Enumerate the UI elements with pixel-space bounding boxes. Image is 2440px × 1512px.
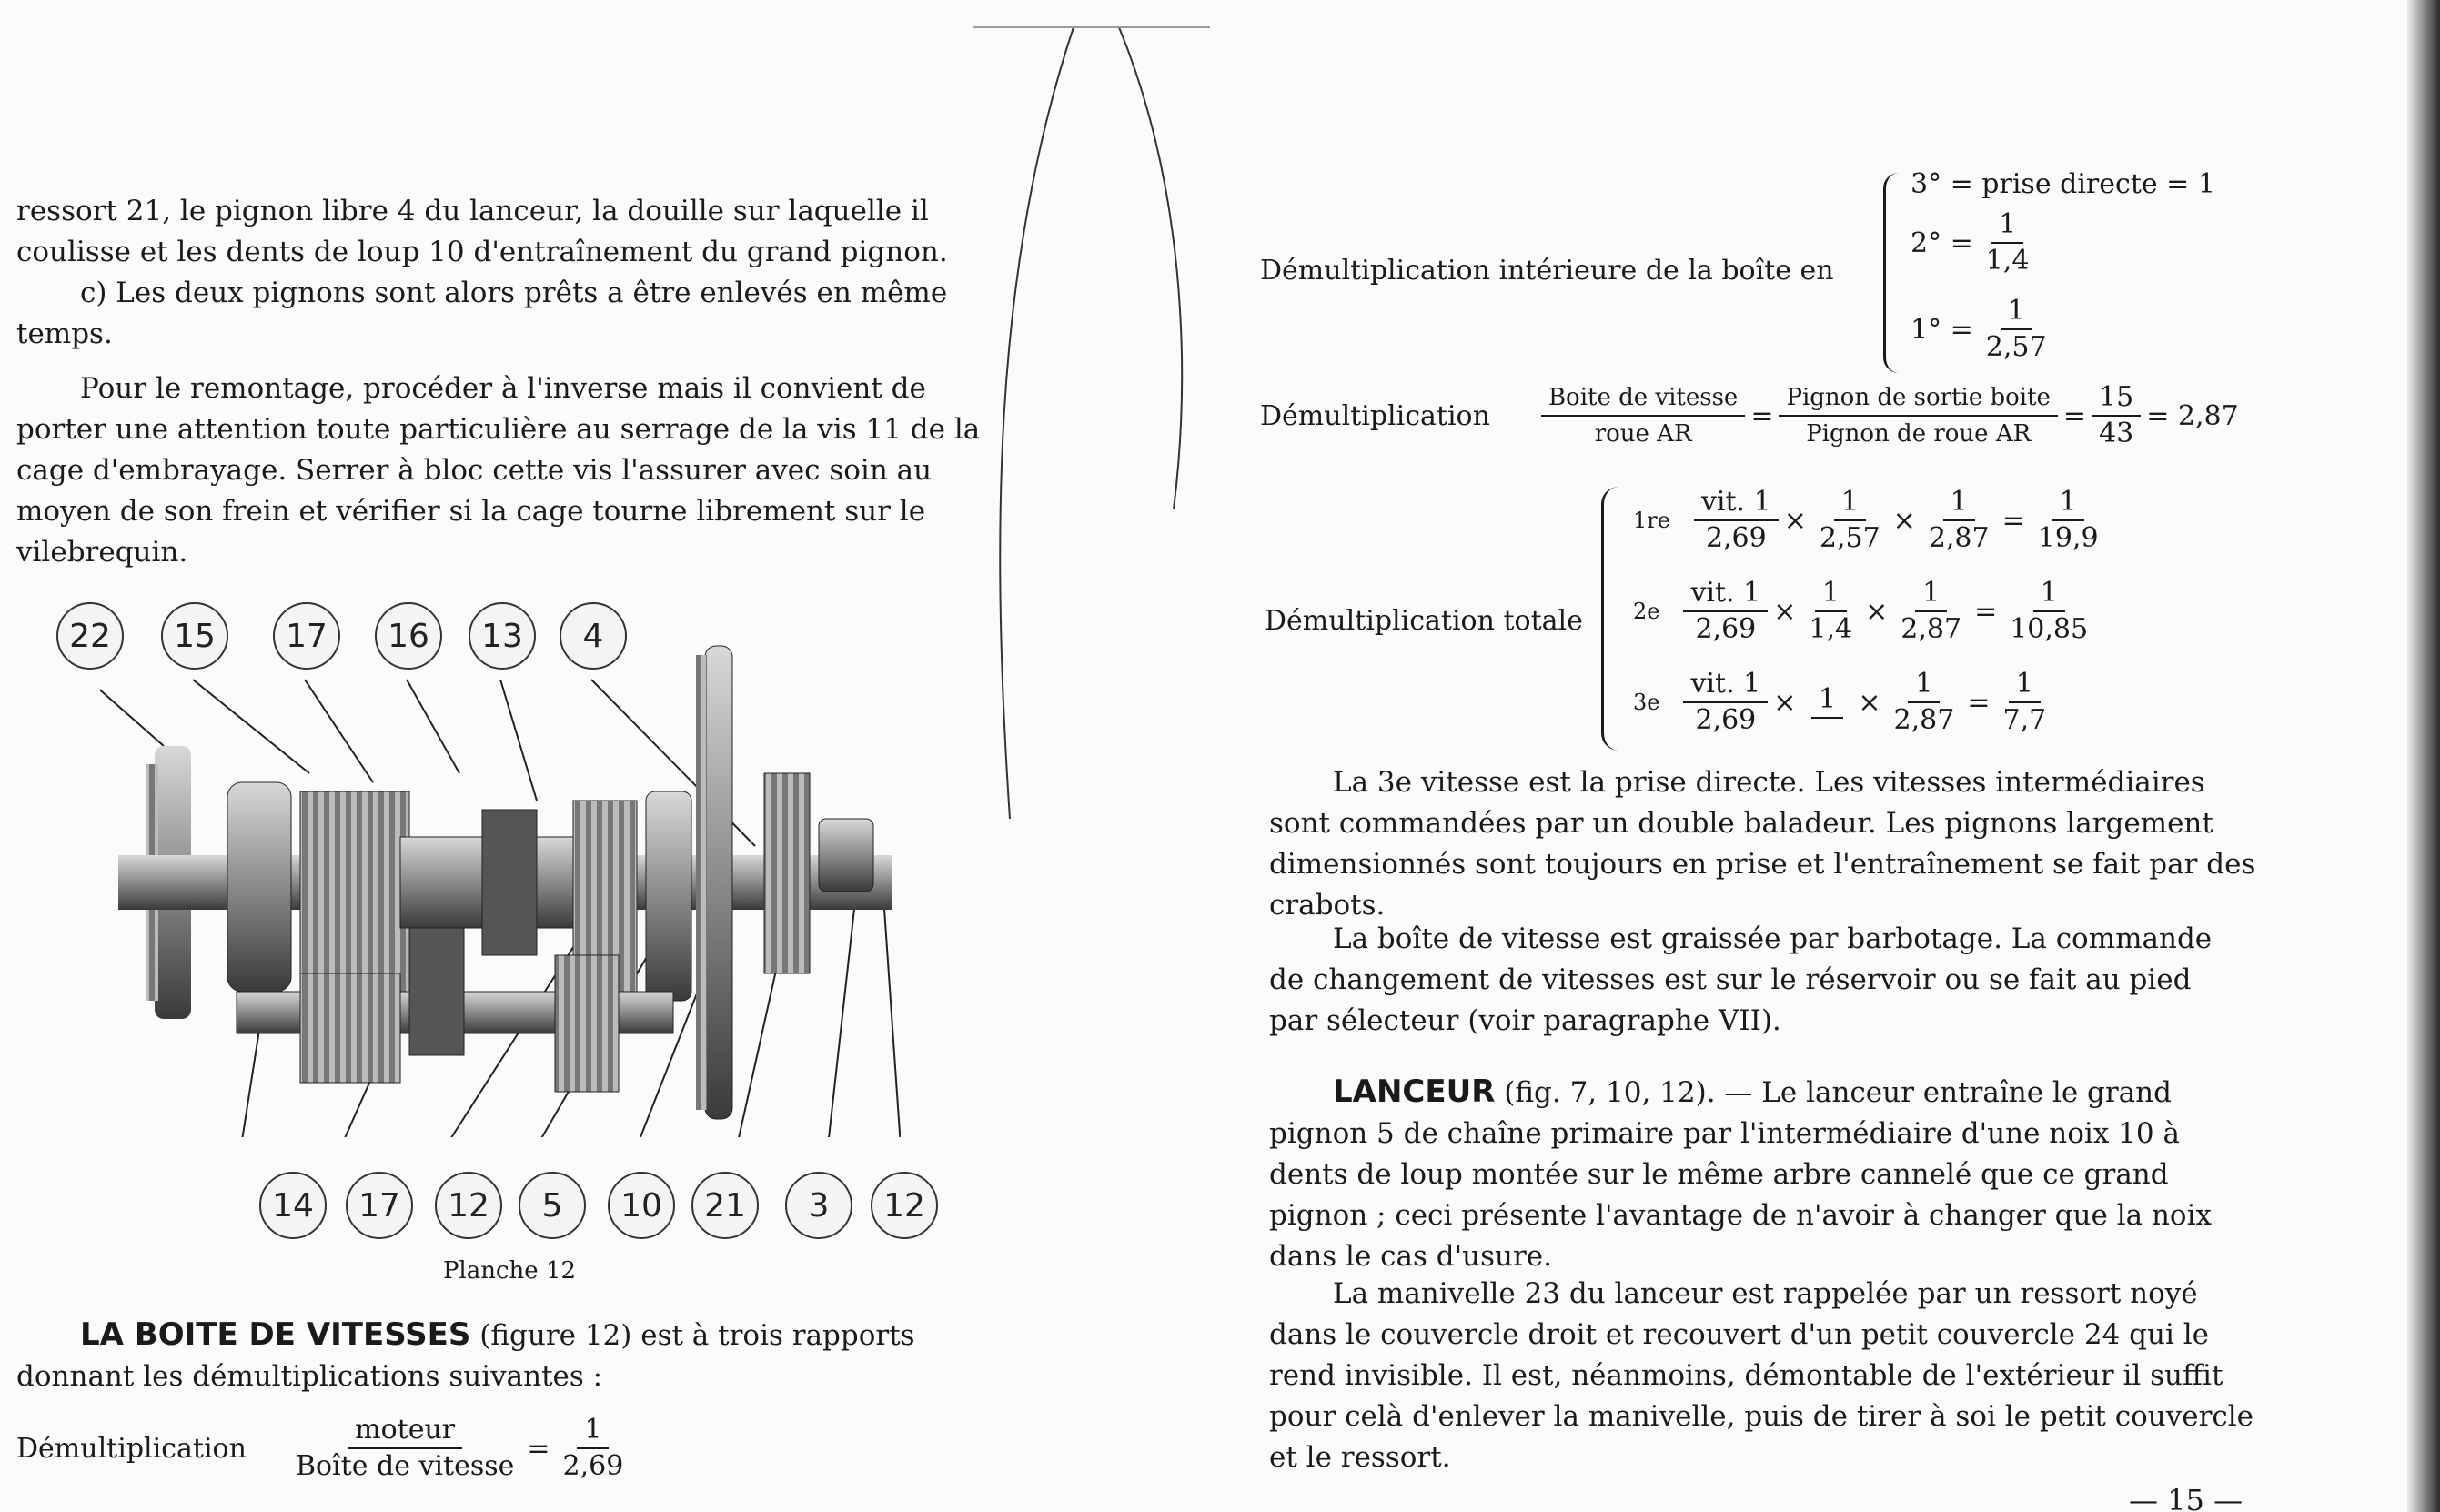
totale-row-1: 1re $\frac{\text{vit. 1}}{2,69}$ × $\frac{1}{2,57}$ × $\frac{1}{2,87}$ = $\frac{1}{19,9}$ [1633,486,2099,554]
gearbox-illustration [100,628,901,1137]
interieure-label: Démultiplication intérieure de la boîte en [1260,255,1834,287]
callout-5: 5 [519,1172,586,1239]
remontage-paragraph: Pour le remontage, procéder à l'inverse mais il convient de porter une attention toute particulière au serrage de la vis 11 de la cage d'embrayage. Serrer à bloc cette vis l'assurer avec soin au moyen de son frein et vérifier si la cage tourne librement sur le vilebrequin. [16,372,981,569]
callout-13: 13 [469,602,536,670]
figure-caption: Planche 12 [442,1257,577,1285]
callout-15: 15 [161,602,228,670]
totale-label: Démultiplication totale [1265,605,1583,637]
int-2: 2° = $\frac{1}{1,4}$ [1911,208,2030,277]
intro-paragraph: ressort 21, le pignon libre 4 du lanceur, la douille sur laquelle il coulisse et les dents de loup 10 d'entraînement du grand pignon. c) Les deux pignons sont alors prêts a être enlevés en même temps. [16,195,948,350]
lanceur-heading: LANCEUR [1333,1074,1496,1110]
callout-16: 16 [375,602,442,670]
graisse-paragraph: La boîte de vitesse est graissée par barbotage. La commande de changement de vitesses est sur le réservoir ou se fait au pied par sélecteur (voir paragraphe VII). [1269,922,2213,1037]
callout-17b: 17 [346,1172,413,1239]
brace-interieure [1883,173,1899,373]
demult-equation-right: Démultiplication $\frac{\text{Boite de vitesse}}{\text{roue AR}}$ = $\frac{\text{Pignon de sortie boite}}{\text{Pignon de roue AR}}$ = $\frac{15}{43}$ = 2,87 [1260,381,2239,449]
callout-4: 4 [560,602,627,670]
callout-12b: 12 [871,1172,938,1239]
fraction-moteur: $\frac{\text{moteur}}{\text{Boîte de vitesse}}$ [295,1414,515,1482]
callout-17: 17 [273,602,340,670]
totale-row-2: 2e $\frac{\text{vit. 1}}{2,69}$ × $\frac{1}{1,4}$ × $\frac{1}{2,87}$ = $\frac{1}{10,85}$ [1633,577,2089,645]
callout-22: 22 [56,602,124,670]
callout-3: 3 [785,1172,852,1239]
callout-14: 14 [259,1172,327,1239]
boite-heading: LA BOITE DE VITESSES [80,1316,471,1353]
callout-21: 21 [691,1172,759,1239]
int-1: 1° = $\frac{1}{2,57}$ [1911,295,2047,363]
callout-10: 10 [608,1172,675,1239]
manivelle-paragraph: La manivelle 23 du lanceur est rappelée par un ressort noyé dans le couvercle droit et recouvert d'un petit couvercle 24 qui le rend invisible. Il est, néanmoins, démontable de l'extérieur il suffit pour celà d'enlever la manivelle, puis de tirer à soi le petit couvercle et le ressort. [1269,1277,2254,1474]
totale-row-3: 3e $\frac{\text{vit. 1}}{2,69}$ × 1 × $\frac{1}{2,87}$ = $\frac{1}{7,7}$ [1633,668,2047,736]
page-number: — 15 — [2129,1483,2243,1512]
callout-12: 12 [435,1172,502,1239]
int-3: 3° = prise directe = 1 [1911,168,2215,200]
demult-equation-left: Démultiplication $\frac{\text{moteur}}{\text{Boîte de vitesse}}$ = $\frac{1}{2,69}$ [16,1415,636,1482]
boite-paragraph: LA BOITE DE VITESSES (figure 12) est à trois rapports donnant les démultiplications suivantes : [16,1316,915,1393]
vitesse-paragraph: La 3e vitesse est la prise directe. Les vitesses intermédiaires sont commandées par un double baladeur. Les pignons largement dimensionnés sont toujours en prise et l'entraînement se fait par des crabots. [1269,766,2256,922]
lanceur-paragraph: LANCEUR (fig. 7, 10, 12). — Le lanceur entraîne le grand pignon 5 de chaîne primaire par l'intermédiaire d'une noix 10 à dents de loup montée sur le même arbre cannelé que ce grand pignon ; ceci présente l'avantage de n'avoir à changer que la noix dans le cas d'usure. [1269,1074,2212,1273]
brace-totale [1601,487,1618,751]
left-page [0,0,1046,1512]
fraction-result: $\frac{1}{2,69}$ [562,1414,624,1482]
right-page [1046,0,2440,1512]
